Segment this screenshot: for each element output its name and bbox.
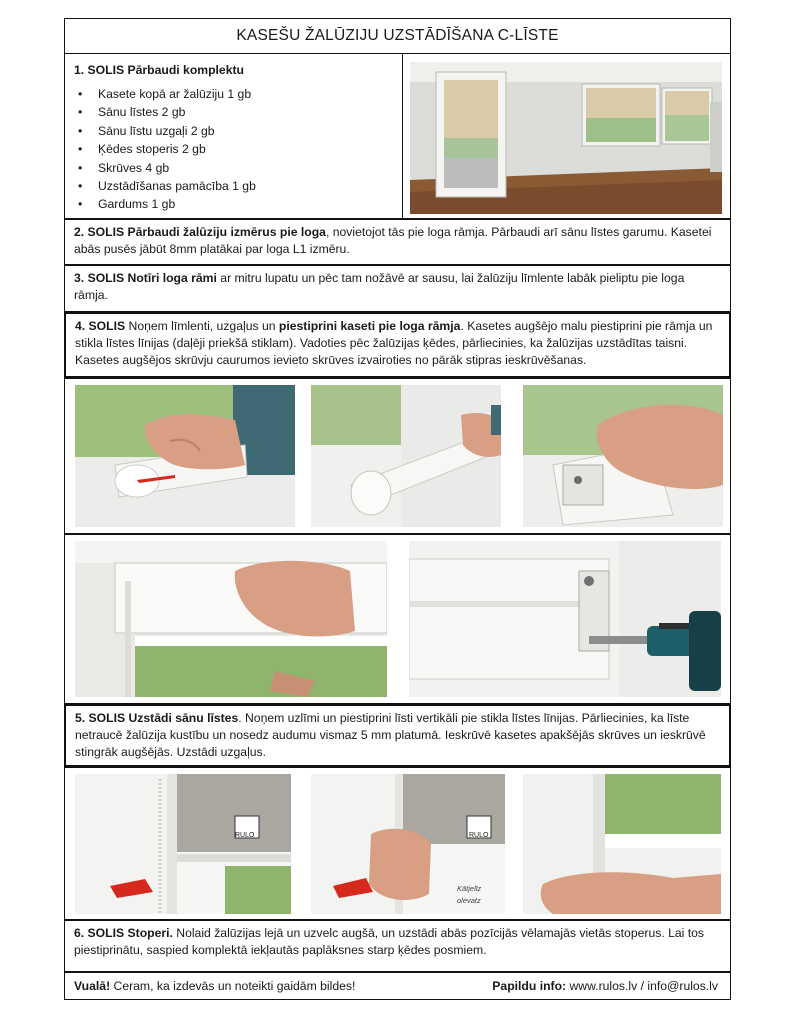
step-1-section [64,53,731,219]
footer-left-text: Ceram, ka izdevās un noteikti gaidām bildes! [110,979,356,993]
kit-item: • Kasete kopā ar žalūziju 1 gb [74,85,394,103]
footer-right [492,973,718,999]
step-2-label: 2. SOLIS [74,225,125,239]
cassette-mount-photo [75,541,387,697]
footer-left [74,973,355,999]
kit-item: • Sānu līstu uzgaļi 2 gb [74,122,394,140]
step-4-bold: piestiprini kaseti pie loga rāmja [278,319,461,333]
step-4-section [64,312,731,378]
step-4-label: 4. SOLIS [75,319,126,333]
step-1-text [74,62,394,214]
kit-item: • Ķēdes stoperis 2 gb [74,140,394,158]
step-2-text: , novietojot tās pie loga rāmja. Pārbaudi arī sānu līstes garumu. Kasetei abās pusēs jābūt 8mm platākai par loga L1 izmēru. [74,225,712,256]
step-4-text-1: Noņem līmlenti, uzgaļus un [125,319,279,333]
step-4-photo-row-2 [64,534,731,704]
step-3-text: ar mitru lupatu un pēc tam nožāvē ar sausu, lai žalūziju līmlente labāk pieliptu pie loga rāmja. [74,271,685,302]
handwriting-line-1: Kātjelīz [457,884,482,893]
kit-item: • Sānu līstes 2 gb [74,103,394,121]
footer-bold-right: Papildu info: [492,979,567,993]
step-4-text-2: . Kasetes augšējo malu piestiprini pie rāmja un stikla līstes līnijas (daļēji priekšā stiklam). Vadoties pēc žalūzijas ķēdes, pārliecinies, ka žalūzijas uzstādītas taisni. Kasetes augšējos skrūvju caurumos ievieto skrūves izvairoties no pārāk stipras ieskrūvēšanas. [75,319,713,367]
step-3-section [64,265,731,312]
side-rail-photo-1 [75,774,291,914]
cassette-end-photo [311,385,501,527]
handwriting-line-2: olevatz [457,896,481,905]
title-text: KASEŠU ŽALŪZIJU UZSTĀDĪŠANA C-LĪSTE [236,27,559,44]
document-title [64,18,731,54]
room-photo [410,62,722,214]
side-rail-photo-2 [311,774,505,914]
step-1-heading: 1. SOLIS Pārbaudi komplektu [74,63,244,77]
cassette-drill-photo [409,541,721,697]
step-5-photo-row [64,767,731,920]
side-rail-photo-3 [523,774,721,914]
step-6-section [64,920,731,972]
footer-contact: www.rulos.lv / info@rulos.lv [566,979,718,993]
step-3-label: 3. [74,271,85,285]
step-3-bold: SOLIS Notīri loga rāmi [87,271,217,285]
step-2-bold: Pārbaudi žalūziju izmērus pie loga [127,225,326,239]
rulo-label-2: RULO [469,832,489,839]
kit-list [74,85,394,214]
step-5-text: . Noņem uzlīmi un piestiprini līsti vertikāli pie stikla līstes līnijas. Pārliecinies, ka līste netraucē žalūzija kustību un nosedz audumu vismaz 5 mm platumā. Ieskrūvē kasetes apakšējās skrūves un ieskrūvē stingrāk augšējās. Uzstādi uzgaļus. [75,711,706,759]
kit-item: • Skrūves 4 gb [74,159,394,177]
footer-bold-left: Vualā! [74,979,111,993]
step-6-bold: 6. SOLIS Stoperi. [74,926,173,940]
step-6-text: Nolaid žalūzijas lejā un uzvelc augšā, un uzstādi abās pozīcijās vēlamajās vietās stoperus. Lai tos piestiprinātu, saspied komplektā iekļautās paplāksnes starp ķēdes posmiem. [74,926,704,957]
step-5-bold: 5. SOLIS Uzstādi sānu līstes [75,711,239,725]
divider [402,54,403,218]
step-5-section [64,704,731,767]
footer [64,972,731,1000]
cassette-screw-photo [523,385,723,527]
rulo-label-1: RULO [235,832,255,839]
kit-item: • Uzstādīšanas pamācība 1 gb [74,177,394,195]
step-2-section [64,219,731,265]
kit-item: • Gardums 1 gb [74,195,394,213]
cassette-hand-photo [75,385,295,527]
step-4-photo-row-1 [64,378,731,534]
